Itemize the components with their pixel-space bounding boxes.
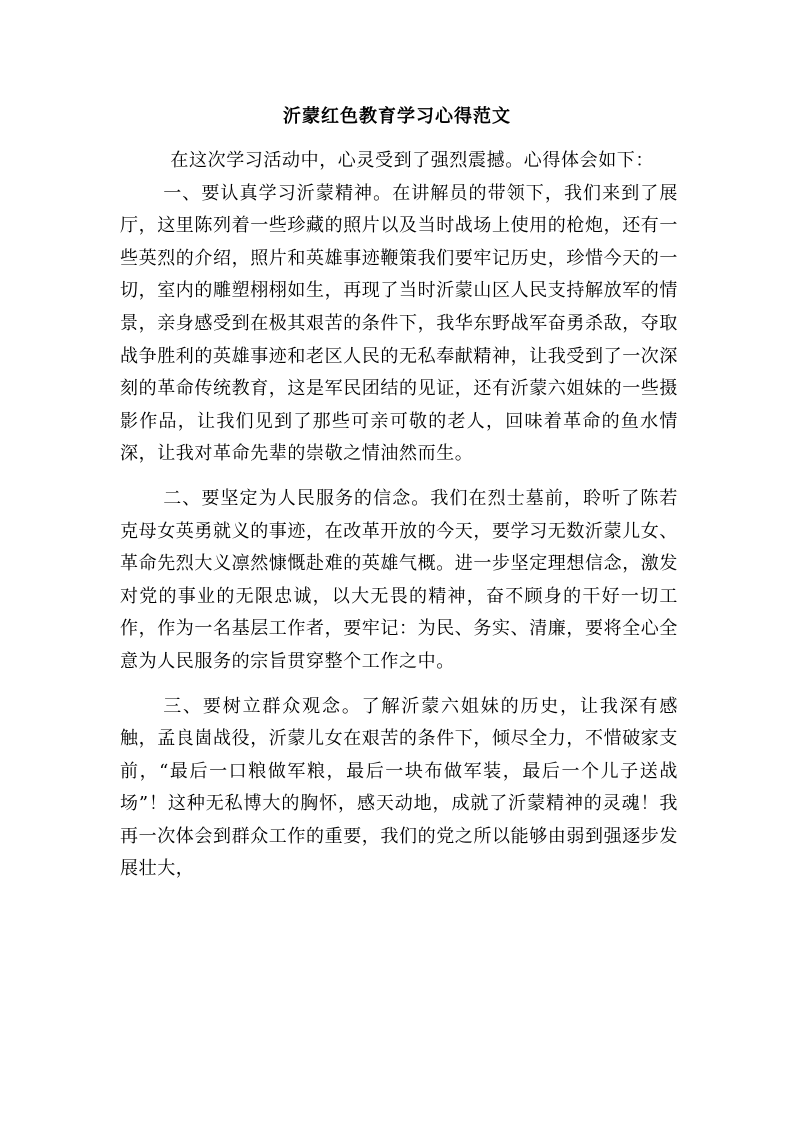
section-one-paragraph: 一、要认真学习沂蒙精神。在讲解员的带领下，我们来到了展厅，这里陈列着一些珍藏的照片以及当时战场上使用的枪炮，还有一些英烈的介绍，照片和英雄事迹鞭策我们要牢记历史，珍惜今天的一切，室内的雕塑栩栩如生，再现了当时沂蒙山区人民支持解放军的情景，亲身感受到在极其艰苦的条件下，我华东野战军奋勇杀敌，夺取战争胜利的英雄事迹和老区人民的无私奉献精神，让我受到了一次深刻的革命传统教育，这是军民团结的见证，还有沂蒙六姐妹的一些摄影作品，让我们见到了那些可亲可敬的老人，回味着革命的鱼水情深，让我对革命先辈的崇敬之情油然而生。 (120, 182, 678, 465)
document-body (120, 145, 678, 886)
document-title: 沂蒙红色教育学习心得范文 (283, 106, 511, 127)
section-three-paragraph: 三、要树立群众观念。了解沂蒙六姐妹的历史，让我深有感触，孟良崮战役，沂蒙儿女在艰苦的条件下，倾尽全力，不惜破家支前，“最后一口粮做军粮，最后一块布做军装，最后一个儿子送战场”！这种无私博大的胸怀，感天动地，成就了沂蒙精神的灵魂！我再一次体会到群众工作的重要，我们的党之所以能够由弱到强逐步发展壮大， (120, 695, 678, 880)
section-two-paragraph: 二、要坚定为人民服务的信念。我们在烈士墓前，聆听了陈若克母女英勇就义的事迹，在改革开放的今天，要学习无数沂蒙儿女、革命先烈大义凛然慷慨赴难的英雄气概。进一步坚定理想信念，激发对党的事业的无限忠诚，以大无畏的精神，奋不顾身的干好一切工作，作为一名基层工作者，要牢记：为民、务实、清廉，要将全心全意为人民服务的宗旨贯穿整个工作之中。 (120, 487, 678, 672)
intro-paragraph: 在这次学习活动中，心灵受到了强烈震撼。心得体会如下： (170, 150, 654, 171)
